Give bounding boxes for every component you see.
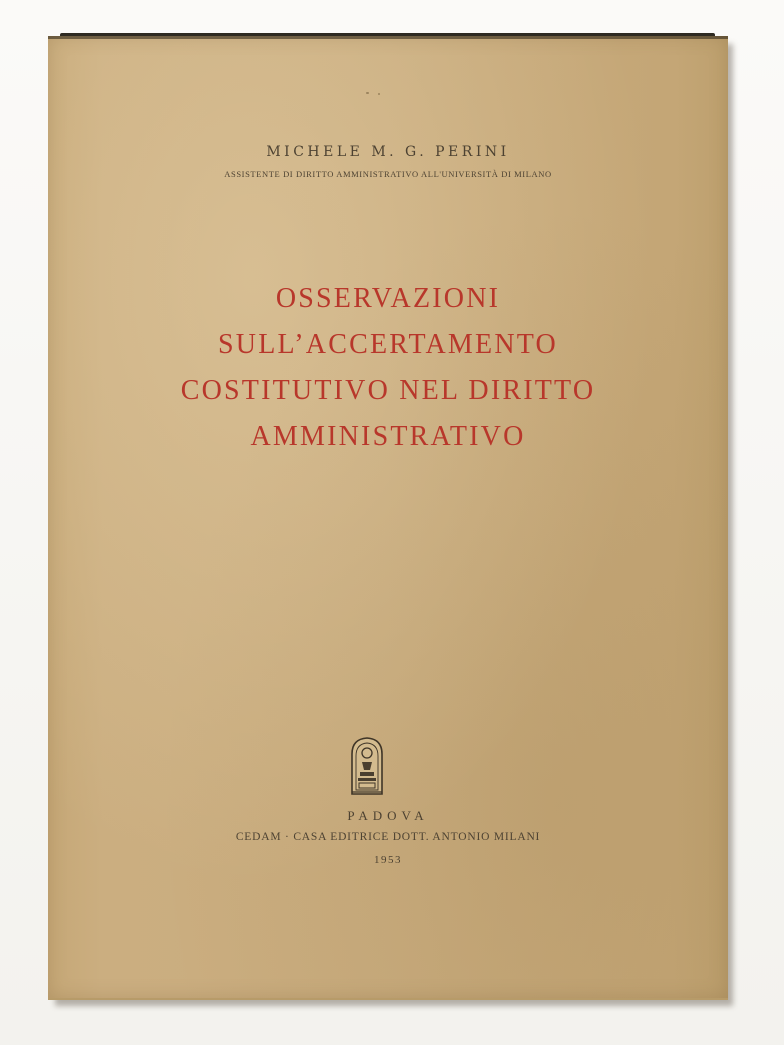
title-line-1: OSSERVAZIONI — [275, 283, 501, 314]
title-line-4: AMMINISTRATIVO — [250, 421, 526, 452]
title-line-3: COSTITUTIVO NEL DIRITTO — [180, 375, 596, 406]
paper-speck — [378, 93, 380, 95]
publication-city: PADOVA — [347, 808, 429, 823]
author-name: MICHELE M. G. PERINI — [266, 144, 510, 160]
publisher-emblem-icon — [348, 736, 386, 796]
paper-speck — [366, 92, 369, 94]
book-title — [48, 276, 728, 460]
author-affiliation: ASSISTENTE DI DIRITTO AMMINISTRATIVO ALL'UNIVERSITÀ DI MILANO — [224, 169, 552, 179]
book-cover — [48, 36, 728, 1000]
publication-year: 1953 — [374, 854, 402, 866]
title-line-2: SULL’ACCERTAMENTO — [218, 329, 558, 360]
publisher-name: CEDAM · CASA EDITRICE DOTT. ANTONIO MILANI — [235, 831, 541, 843]
